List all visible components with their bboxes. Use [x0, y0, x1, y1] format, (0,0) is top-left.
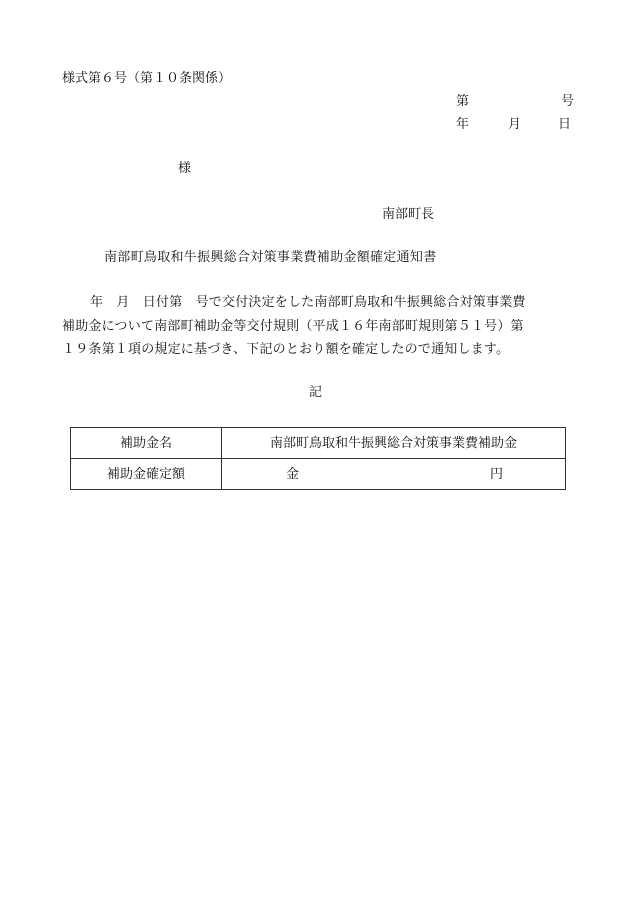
subsidy-name-label: 補助金名: [71, 428, 222, 459]
body-line-1: 年 月 日付第 号で交付決定をした南部町鳥取和牛振興総合対策事業費: [90, 295, 526, 310]
body-line-3: １９条第１項の規定に基づき、下記のとおり額を確定したので通知します。: [62, 342, 510, 357]
amount-prefix: 金: [286, 467, 300, 482]
subsidy-table: [70, 427, 566, 490]
subsidy-amount-value: [222, 459, 566, 490]
addressee-honorific: 様: [178, 161, 192, 176]
sender-name: 南部町長: [382, 207, 435, 222]
date-month: 月: [508, 117, 522, 132]
body-line-2: 補助金について南部町補助金等交付規則（平成１６年南部町規則第５１号）第: [62, 319, 524, 334]
subsidy-name-value: 南部町鳥取和牛振興総合対策事業費補助金: [222, 428, 566, 459]
table-row: [71, 459, 566, 490]
table-row: [71, 428, 566, 459]
document-title: 南部町鳥取和牛振興総合対策事業費補助金額確定通知書: [104, 250, 437, 265]
amount-suffix: 円: [490, 467, 504, 482]
number-prefix: 第: [456, 94, 470, 109]
subsidy-amount-label: 補助金確定額: [71, 459, 222, 490]
number-suffix: 号: [561, 94, 575, 109]
ki-heading: 記: [309, 385, 323, 400]
date-year: 年: [456, 117, 470, 132]
form-label: 様式第６号（第１０条関係）: [62, 71, 232, 86]
date-day: 日: [558, 117, 572, 132]
